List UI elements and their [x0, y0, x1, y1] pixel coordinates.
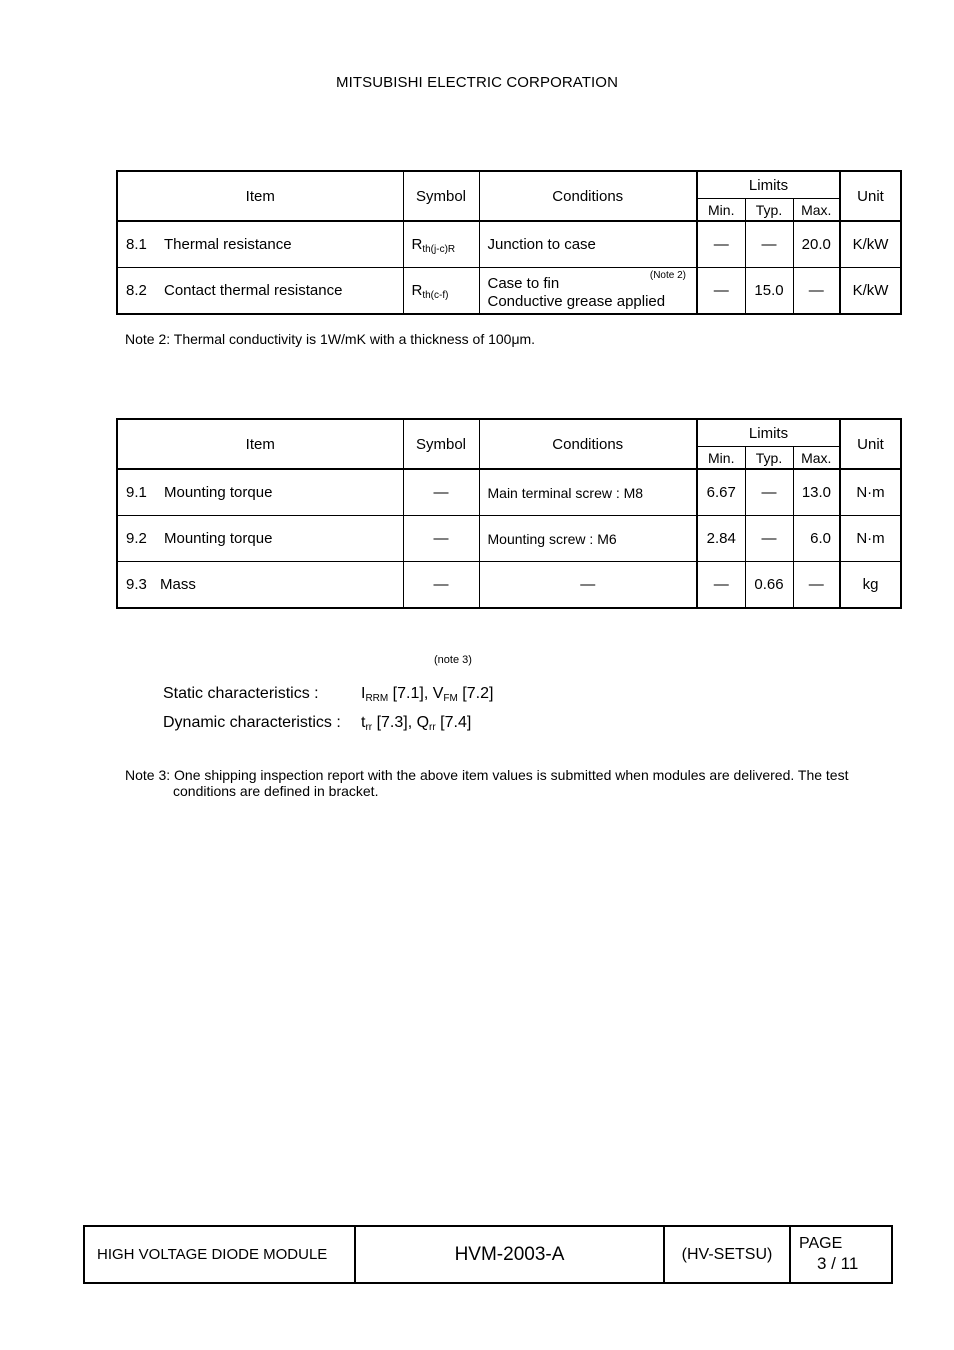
- note-3-line-2: conditions are defined in bracket.: [173, 783, 379, 799]
- min-cell: —: [697, 268, 745, 315]
- conditions-cell: Junction to case: [479, 221, 697, 268]
- conditions-cell: Mounting screw : M6: [479, 516, 697, 562]
- static-label: Static characteristics :: [163, 685, 319, 702]
- item-name: Mounting torque: [164, 484, 273, 501]
- mechanical-table: [116, 418, 902, 609]
- dynamic-characteristics: Dynamic characteristics : $t_{rr}$ [7.3], $Q_{rr}$ [7.4]: [163, 714, 472, 733]
- max-cell: 13.0: [793, 469, 840, 516]
- header-limits: Limits: [697, 419, 840, 447]
- footer-code: (HV-SETSU): [664, 1226, 790, 1283]
- item-number: 9.1: [126, 484, 147, 501]
- unit-cell: K/kW: [840, 268, 901, 315]
- item-number: 9.2: [126, 530, 147, 547]
- header-conditions: Conditions: [479, 171, 697, 221]
- note-3-line-1: Note 3: One shipping inspection report with the above item values is submitted when modules are delivered. The test: [125, 767, 849, 783]
- max-cell: —: [793, 268, 840, 315]
- max-cell: —: [793, 562, 840, 609]
- table-row: [117, 221, 901, 268]
- typ-cell: 15.0: [745, 268, 793, 315]
- min-cell: 6.67: [697, 469, 745, 516]
- footer-page: [790, 1226, 892, 1283]
- max-cell: 20.0: [793, 221, 840, 268]
- min-cell: —: [697, 221, 745, 268]
- table-row: [117, 562, 901, 609]
- note-2-tag: (Note 2): [649, 270, 686, 281]
- min-cell: —: [697, 562, 745, 609]
- header-symbol: Symbol: [403, 419, 479, 469]
- table-row: [117, 469, 901, 516]
- header-item: Item: [117, 171, 403, 221]
- max-cell: 6.0: [793, 516, 840, 562]
- header-typ: Typ.: [745, 447, 793, 470]
- item-name: Thermal resistance: [164, 236, 292, 253]
- item-number: 9.3: [126, 576, 147, 593]
- footer-product: HIGH VOLTAGE DIODE MODULE: [84, 1226, 355, 1283]
- symbol-cell: $R_{th(c-f)}$: [403, 268, 479, 315]
- unit-cell: N·m: [840, 469, 901, 516]
- header-conditions: Conditions: [479, 419, 697, 469]
- conditions-line-1: Case to fin: [487, 274, 560, 292]
- static-characteristics: Static characteristics : $I_{RRM}$ [7.1], $V_{FM}$ [7.2]: [163, 685, 494, 704]
- footer-doc-number: HVM-2003-A: [355, 1226, 664, 1283]
- conditions-cell: —: [479, 562, 697, 609]
- item-number: 8.1: [126, 236, 147, 253]
- conditions-cell: Main terminal screw : M8: [479, 469, 697, 516]
- typ-cell: —: [745, 221, 793, 268]
- symbol-cell: —: [403, 562, 479, 609]
- item-name: Mounting torque: [164, 530, 273, 547]
- typ-cell: 0.66: [745, 562, 793, 609]
- header-unit: Unit: [840, 171, 901, 221]
- header-max: Max.: [793, 447, 840, 470]
- header-typ: Typ.: [745, 199, 793, 222]
- header-max: Max.: [793, 199, 840, 222]
- dynamic-label: Dynamic characteristics :: [163, 714, 341, 731]
- table-row: [117, 516, 901, 562]
- header-min: Min.: [697, 447, 745, 470]
- unit-cell: N·m: [840, 516, 901, 562]
- item-name: Contact thermal resistance: [164, 282, 343, 299]
- unit-cell: kg: [840, 562, 901, 609]
- note-3: [125, 767, 895, 799]
- table-row: [117, 268, 901, 315]
- conditions-line-2: Conductive grease applied: [487, 292, 666, 310]
- item-number: 8.2: [126, 282, 147, 299]
- header-symbol: Symbol: [403, 171, 479, 221]
- header-limits: Limits: [697, 171, 840, 199]
- header-min: Min.: [697, 199, 745, 222]
- header-unit: Unit: [840, 419, 901, 469]
- typ-cell: —: [745, 516, 793, 562]
- header-item: Item: [117, 419, 403, 469]
- symbol-cell: —: [403, 469, 479, 516]
- note-2: Note 2: Thermal conductivity is 1W/mK with a thickness of 100μm.: [125, 331, 536, 347]
- symbol-cell: —: [403, 516, 479, 562]
- conditions-cell: [479, 268, 697, 315]
- page-label: PAGE: [799, 1235, 843, 1252]
- page-number: 3 / 11: [817, 1254, 859, 1273]
- typ-cell: —: [745, 469, 793, 516]
- company-header: MITSUBISHI ELECTRIC CORPORATION: [335, 74, 618, 91]
- item-name: Mass: [160, 576, 196, 593]
- symbol-cell: $R_{th(j-c)R}$: [403, 221, 479, 268]
- footer: [83, 1225, 893, 1284]
- min-cell: 2.84: [697, 516, 745, 562]
- unit-cell: K/kW: [840, 221, 901, 268]
- note-3-tag: (note 3): [434, 654, 472, 666]
- thermal-resistance-table: [116, 170, 902, 315]
